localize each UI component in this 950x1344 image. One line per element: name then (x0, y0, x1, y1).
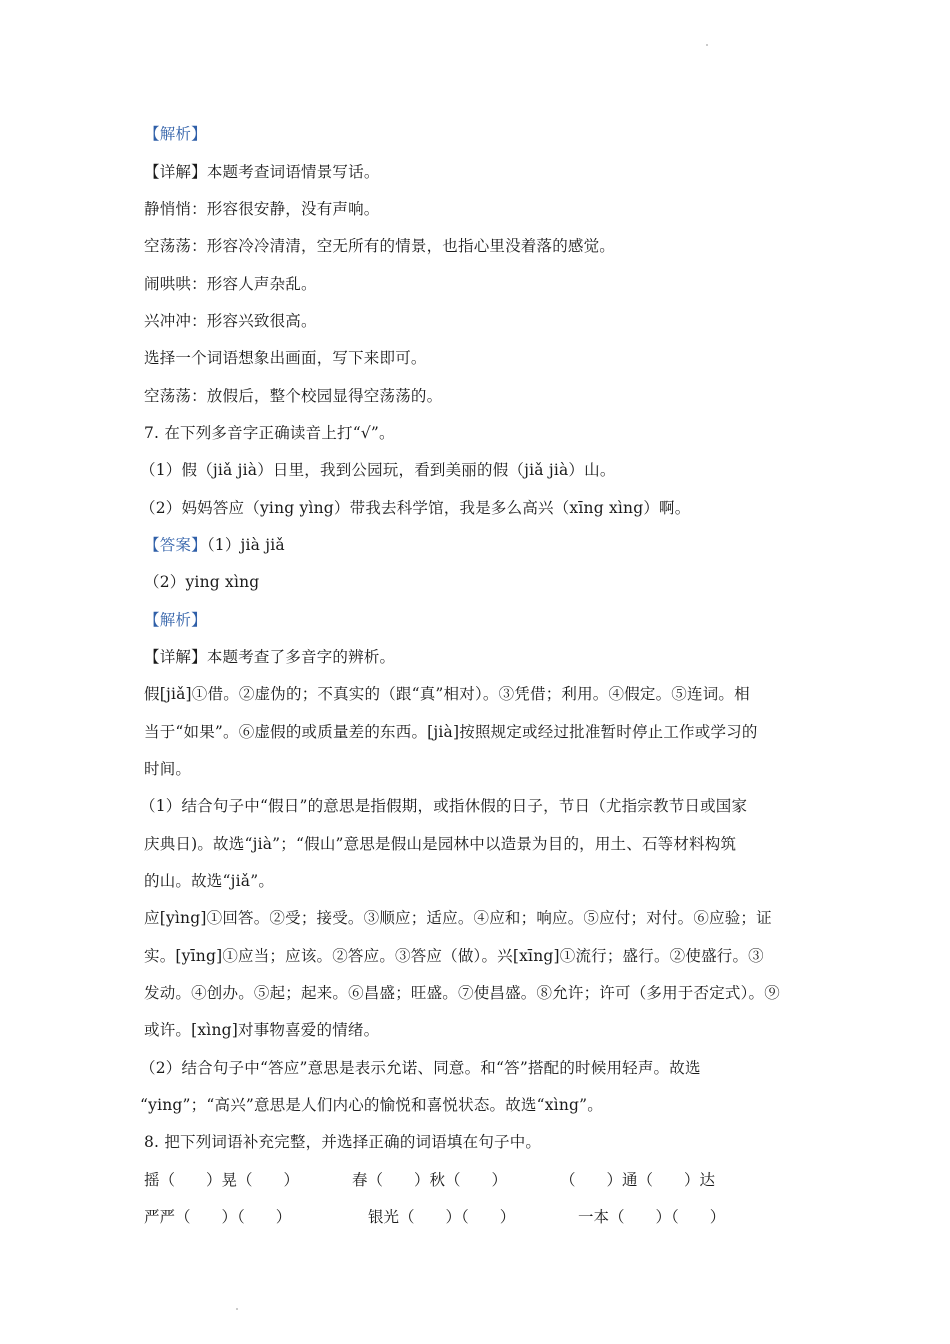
explanation-line: 实。[yīng]①应当；应该。②答应。③答应（做）。兴[xīng]①流行；盛行。②使盛行。③ (144, 947, 764, 965)
scan-dot (706, 44, 708, 46)
question-7-stem: 7. 在下列多音字正确读音上打“√”。 (144, 424, 395, 442)
detail-line-2 (144, 647, 814, 667)
explanation-line: （2）结合句子中“答应”意思是表示允诺、同意。和“答”搭配的时候用轻声。故选 (140, 1059, 701, 1077)
analysis-label-2: 【解析】 (144, 611, 207, 629)
definition-line: 静悄悄：形容很安静，没有声响。 (144, 200, 380, 218)
fill-blank-word: （ ）通（ ）达 (560, 1171, 716, 1189)
detail-text-2: 本题考查了多音字的辨析。 (206, 648, 396, 666)
analysis-label-1: 【解析】 (144, 125, 207, 143)
definition-line: 空荡荡：形容冷冷清清，空无所有的情景，也指心里没着落的感觉。 (144, 237, 616, 255)
fill-blank-word: 春（ ）秋（ ） (352, 1171, 508, 1189)
answer-line-1 (144, 535, 814, 555)
answer-text-1: （1）jià jiǎ (206, 536, 285, 554)
explanation-line: 庆典日)。故选“jià”；“假山”意思是假山是园林中以造景为目的，用土、石等材料构筑 (144, 835, 737, 853)
definition-line: 选择一个词语想象出画面，写下来即可。 (144, 349, 427, 367)
explanation-line: （1）结合句子中“假日”的意思是指假期，或指休假的日子，节日（尤指宗教节日或国家 (140, 797, 748, 815)
explanation-line: 发动。④创办。⑤起；起来。⑥昌盛；旺盛。⑦使昌盛。⑧允许；许可（多用于否定式）。⑨ (144, 984, 780, 1002)
answer-line-2: （2）ying xìng (144, 573, 260, 591)
detail-text-1: 本题考查词语情景写话。 (206, 163, 380, 181)
definition-line: 空荡荡：放假后，整个校园显得空荡荡的。 (144, 387, 443, 405)
question-7-item-1: （1）假（jiǎ jià）日里，我到公园玩，看到美丽的假（jiǎ jià）山。 (140, 461, 616, 479)
fill-blank-word: 摇（ ）晃（ ） (144, 1171, 300, 1189)
explanation-line: 或许。[xìng]对事物喜爱的情绪。 (144, 1021, 380, 1039)
answer-label: 【答案】 (144, 536, 207, 554)
scan-dot (236, 1308, 238, 1310)
definition-line: 兴冲冲：形容兴致很高。 (144, 312, 317, 330)
fill-blank-word: 银光（ ）（ ） (368, 1208, 516, 1226)
definition-line: 闹哄哄：形容人声杂乱。 (144, 275, 317, 293)
fill-blank-word: 严严（ ）（ ） (144, 1208, 292, 1226)
explanation-line: 的山。故选“jiǎ”。 (144, 872, 275, 890)
fill-blank-word: 一本（ ）（ ） (578, 1208, 726, 1226)
explanation-line: 时间。 (144, 760, 192, 778)
detail-label-2: 【详解】 (144, 648, 207, 666)
question-8-stem: 8. 把下列词语补充完整，并选择正确的词语填在句子中。 (144, 1133, 542, 1151)
detail-line-1 (144, 162, 814, 182)
explanation-line: 当于“如果”。⑥虚假的或质量差的东西。[jià]按照规定或经过批准暂时停止工作或学习的 (144, 723, 758, 741)
detail-label-1: 【详解】 (144, 163, 207, 181)
explanation-line: “ying”；“高兴”意思是人们内心的愉悦和喜悦状态。故选“xìng”。 (140, 1096, 603, 1114)
question-7-item-2: （2）妈妈答应（ying yìng）带我去科学馆，我是多么高兴（xīng xìng）啊。 (140, 499, 691, 517)
explanation-line: 假[jiǎ]①借。②虚伪的；不真实的（跟“真”相对）。③凭借；利用。④假定。⑤连词。相 (144, 685, 750, 703)
explanation-line: 应[yìng]①回答。②受；接受。③顺应；适应。④应和；响应。⑤应付；对付。⑥应验；证 (144, 909, 772, 927)
